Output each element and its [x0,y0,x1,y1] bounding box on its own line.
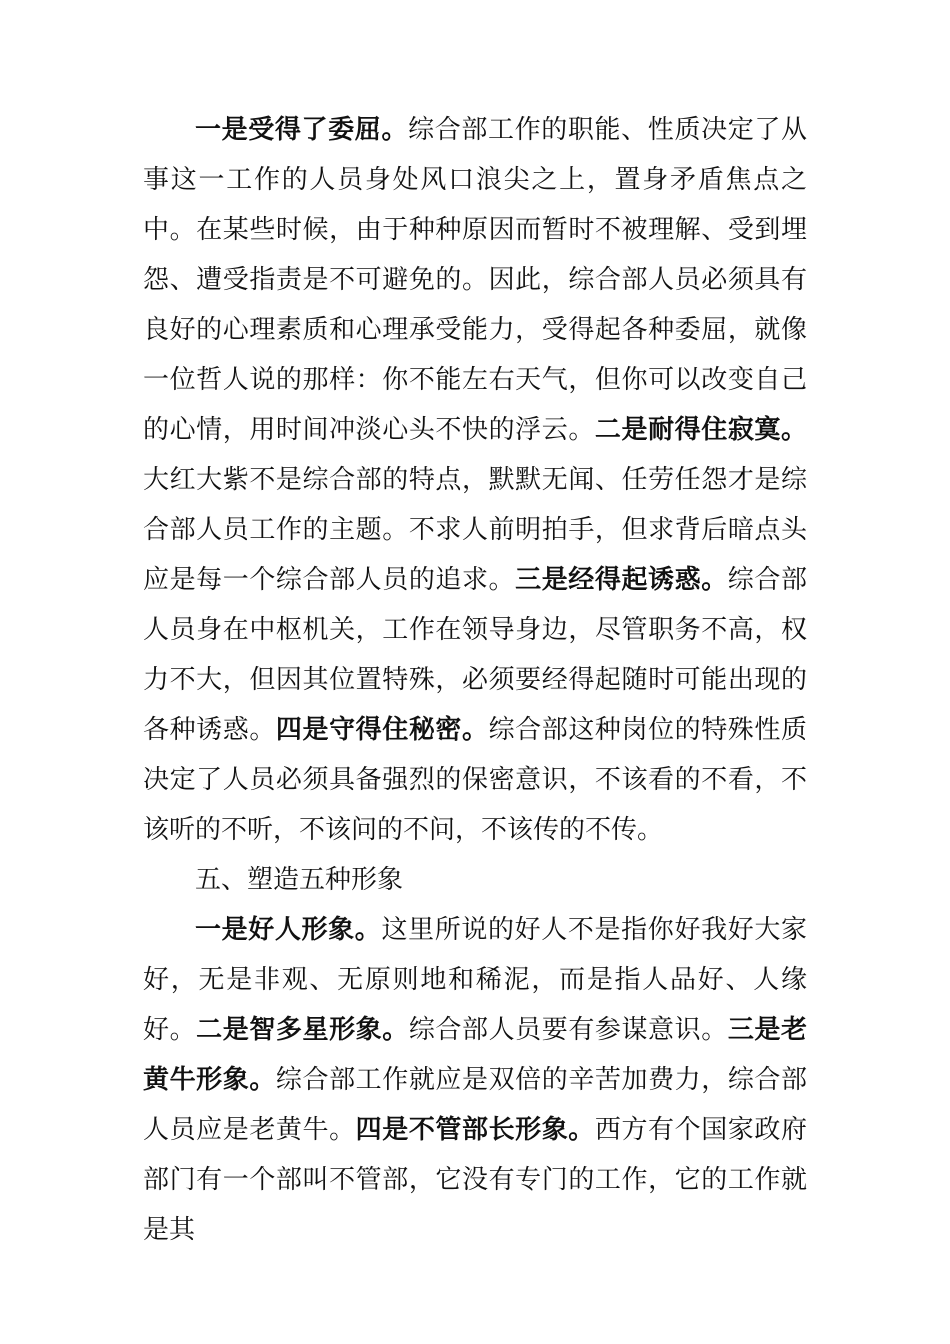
section-heading [143,855,807,905]
section-heading-text: 五、塑造五种形象 [195,865,404,895]
paragraph-text: 综合部这种岗位的特殊性质决定了人员必须具备强烈的保密意识，不该看的不看，不该听的不听，不该问的不问，不该传的不传。 [143,715,807,845]
paragraph-bold-lead: 四是不管部长形象。 [355,1115,595,1145]
document-page [143,105,807,1255]
paragraph-bold-lead: 三是老黄牛形象。 [143,1015,807,1095]
paragraph-text: 西方有个国家政府部门有一个部叫不管部，它没有专门的工作，它的工作就是其 [143,1115,807,1245]
paragraph-bold-lead: 一是好人形象。 [195,915,382,945]
paragraph-bold-lead: 二是智多星形象。 [196,1015,409,1045]
paragraph-text: 综合部工作的职能、性质决定了从事这一工作的人员身处风口浪尖之上，置身矛盾焦点之中。在某些时候，由于种种原因而暂时不被理解、受到埋怨、遭受指责是不可避免的。因此，综合部人员必须具有良好的心理素质和心理承受能力，受得起各种委屈，就像一位哲人说的那样：你不能左右天气，但你可以改变自己的心情，用时间冲淡心头不快的浮云。 [143,115,807,445]
paragraph-four-abilities [143,105,807,855]
paragraph-text: 这里所说的好人不是指你好我好大家好，无是非观、无原则地和稀泥，而是指人品好、人缘好。 [143,915,807,1045]
paragraph-bold-lead: 二是耐得住寂寞。 [594,415,807,445]
paragraph-bold-lead: 四是守得住秘密。 [275,715,489,745]
paragraph-text: 大红大紫不是综合部的特点，默默无闻、任劳任怨才是综合部人员工作的主题。不求人前明拍手，但求背后暗点头应是每一个综合部人员的追求。 [143,465,807,595]
paragraph-text: 综合部人员要有参谋意识。 [408,1015,728,1045]
paragraph-text: 综合部工作就应是双倍的辛苦加费力，综合部人员应是老黄牛。 [143,1065,807,1145]
paragraph-five-images [143,905,807,1255]
paragraph-text: 综合部人员身在中枢机关，工作在领导身边，尽管职务不高，权力不大，但因其位置特殊，必须要经得起随时可能出现的各种诱惑。 [143,565,807,745]
paragraph-bold-lead: 一是受得了委屈。 [195,115,409,145]
paragraph-bold-lead: 三是经得起诱惑。 [515,565,728,595]
